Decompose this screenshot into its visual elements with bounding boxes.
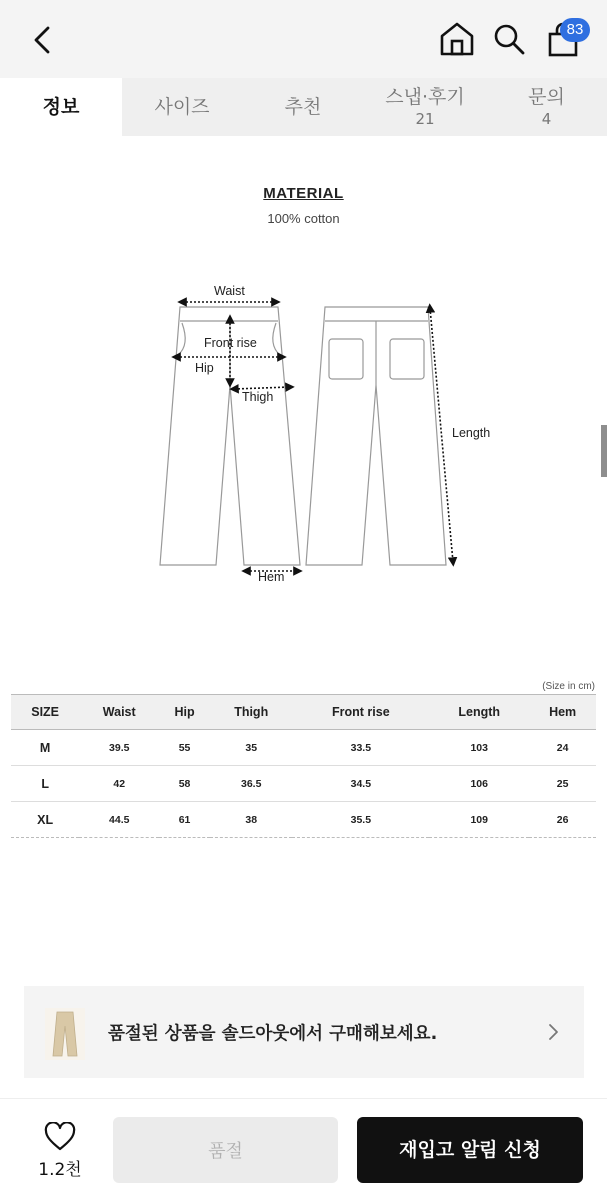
like-count: 1.2천 [38,1160,82,1180]
pants-measurement-diagram [150,275,510,585]
header-hip: Hip [159,695,210,730]
tab-label: 정보 [42,96,80,118]
table-cell: 26 [529,802,596,838]
table-cell: 42 [79,766,159,802]
tab-size[interactable] [122,78,242,136]
header-waist: Waist [79,695,159,730]
table-cell: 44.5 [79,802,159,838]
table-row [11,802,596,838]
table-cell: 39.5 [79,730,159,766]
soldout-marketplace-banner[interactable] [24,986,584,1078]
tab-inquiry[interactable] [486,78,607,136]
restock-alert-button[interactable]: 재입고 알림 신청 [357,1117,583,1183]
material-title: MATERIAL [263,185,344,202]
table-cell: M [11,730,79,766]
table-cell: 103 [429,730,529,766]
table-cell: 61 [159,802,210,838]
front-rise-label: Front rise [204,336,257,350]
tab-label: 추천 [284,96,322,118]
scrollbar-thumb[interactable] [601,425,607,477]
table-row [11,730,596,766]
heart-icon [44,1122,76,1152]
header-size: SIZE [11,695,79,730]
size-unit-note: (Size in cm) [542,681,595,692]
home-icon[interactable] [439,20,475,58]
length-label: Length [452,426,491,440]
waist-label: Waist [214,284,245,298]
back-chevron-icon[interactable] [28,22,56,58]
product-tabs [0,78,607,136]
size-table-header [11,695,596,730]
table-cell: 35 [210,730,293,766]
tab-count: 21 [415,110,435,128]
table-cell: 33.5 [292,730,429,766]
material-value: 100% cotton [267,211,340,226]
size-table [11,694,596,838]
table-cell: 24 [529,730,596,766]
hem-label: Hem [258,570,285,584]
tab-recommend[interactable] [242,78,364,136]
table-cell: 106 [429,766,529,802]
table-row [11,766,596,802]
header-length: Length [429,695,529,730]
tab-count: 4 [541,110,552,128]
top-navigation-bar [0,0,607,78]
header-thigh: Thigh [210,695,293,730]
table-cell: XL [11,802,79,838]
search-icon[interactable] [492,22,526,56]
table-cell: 38 [210,802,293,838]
header-front-rise: Front rise [292,695,429,730]
tab-label: 사이즈 [154,96,210,118]
tab-snap-review[interactable] [364,78,486,136]
table-cell: 34.5 [292,766,429,802]
pants-thumbnail-image [45,1008,85,1060]
pants-back-drawing [306,307,446,565]
tab-label: 문의 [528,86,565,108]
tab-label: 스냅·후기 [385,86,465,108]
table-cell: 36.5 [210,766,293,802]
cart-count-badge: 83 [560,18,590,42]
thigh-label: Thigh [242,390,274,404]
header-hem: Hem [529,695,596,730]
table-cell: 58 [159,766,210,802]
banner-text: 품절된 상품을 솔드아웃에서 구매해보세요. [108,1024,438,1044]
table-cell: 109 [429,802,529,838]
table-cell: 35.5 [292,802,429,838]
hip-label: Hip [195,361,214,375]
chevron-right-icon [546,1022,560,1042]
tab-info[interactable] [0,78,122,136]
soldout-button: 품절 [113,1117,338,1183]
table-cell: L [11,766,79,802]
table-cell: 55 [159,730,210,766]
table-cell: 25 [529,766,596,802]
